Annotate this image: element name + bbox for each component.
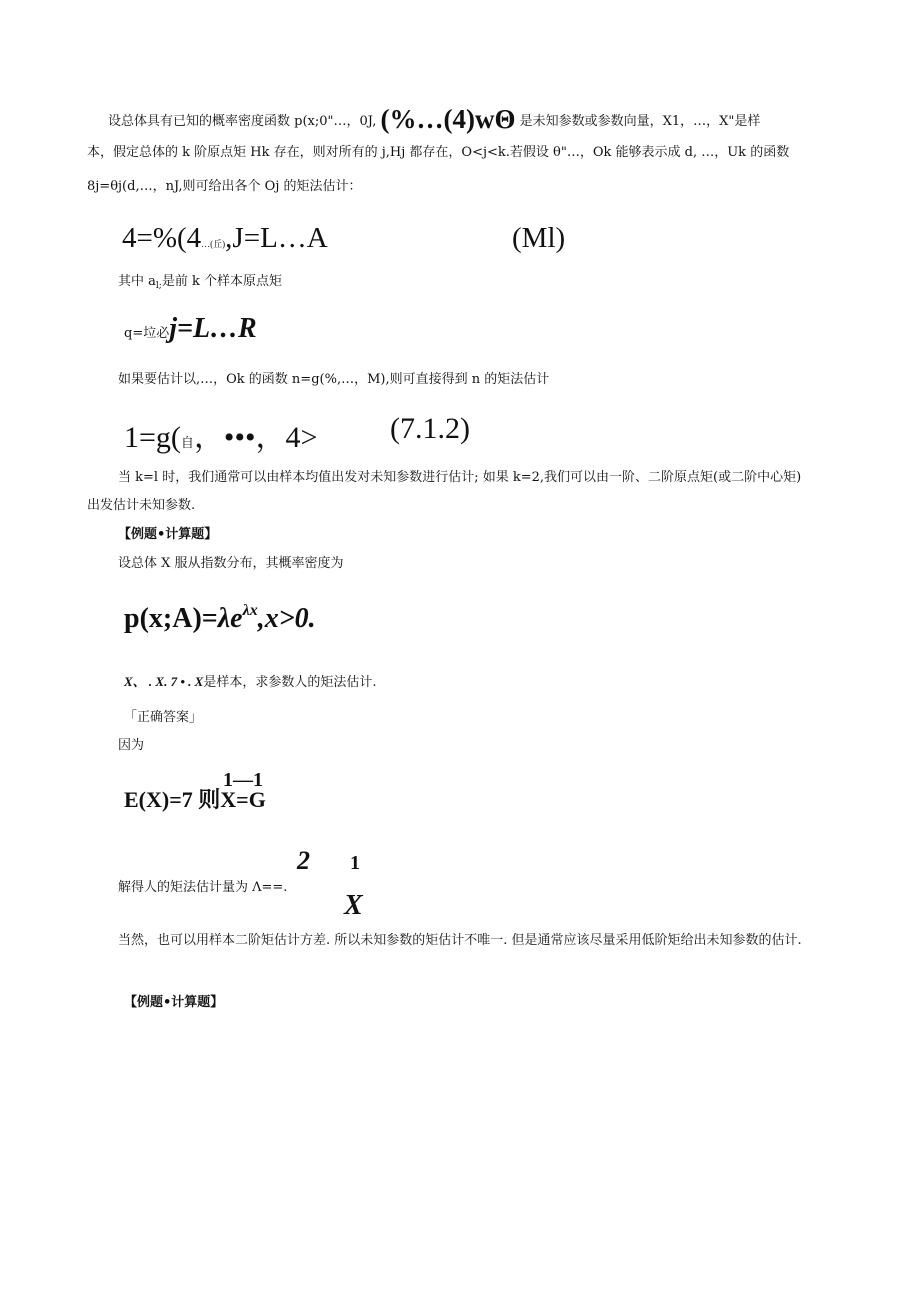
- equation-sample-moment: [124, 313, 257, 345]
- eq1-main: 4=%(4: [122, 222, 202, 254]
- because-text: 因为: [118, 738, 145, 753]
- para2-line1: 当 k=l 时，我们通常可以由样本均值出发对未知参数进行估计; 如果 k=2,我们可以由一阶、二阶原点矩(或二阶中心矩): [118, 470, 802, 485]
- eq4-d: ,x>0.: [257, 603, 316, 634]
- example-label-1: 【例题•计算题】: [118, 527, 218, 542]
- eq3-rest: ，•••，4>: [193, 421, 318, 454]
- eq5-top: 1—1: [223, 769, 263, 791]
- eq1-sub: …(丘): [201, 239, 226, 249]
- equation-exponential-density: [124, 602, 316, 635]
- eq2-prefix: q=垃必: [124, 326, 170, 341]
- para1-prefix: 设总体具有已知的概率密度函数 p(x;0"…，0J,: [108, 114, 377, 129]
- para1-line2: 本，假定总体的 k 阶原点矩 Hk 存在，则对所有的 j,Hj 都存在，O<j<k.若假设 θ"…，Ok 能够表示成 d, …，Uk 的函数: [87, 145, 790, 160]
- equation-7-1-1: [122, 222, 328, 255]
- para1-formula: (%…(4)wΘ: [380, 104, 516, 134]
- eq3-main: 1=g(: [124, 421, 181, 454]
- equation-7-1-2: [124, 412, 317, 456]
- eq3-sub: 自: [180, 435, 194, 450]
- para1-line3: 8j=θj(d,…，nJ,则可给出各个 Oj 的矩法估计：: [87, 179, 362, 194]
- eq4-c: λx: [242, 602, 258, 619]
- ak-line: [118, 273, 282, 295]
- eq4-b: λe: [217, 603, 243, 634]
- example-label-2: 【例题•计算题】: [124, 995, 224, 1010]
- solve-text: 解得人的矩法估计量为 Λ==.: [118, 880, 288, 895]
- ak-suffix: 是前 k 个样本原点矩: [161, 274, 282, 289]
- conclusion-text: 当然，也可以用样本二阶矩估计方差. 所以未知参数的矩估计不唯一. 但是通常应该尽量采用低阶矩给出未知参数的估计.: [118, 933, 802, 948]
- para1-suffix: 是未知参数或参数向量，X1，…，X"是样: [519, 114, 761, 129]
- function-line: 如果要估计以,…，Ok 的函数 n=g(%,…，M),则可直接得到 n 的矩法估计: [118, 372, 550, 387]
- eq5-b: X: [220, 787, 237, 812]
- sample-text: 是样本，求参数人的矩法估计.: [203, 675, 377, 690]
- eq4-a: p(x;A)=: [124, 603, 218, 634]
- eq2-formula: j=L…R: [169, 313, 257, 344]
- eq5-c: =G: [236, 787, 266, 812]
- sample-line: [124, 673, 376, 692]
- sample-formula: X、 . X. 7 • . X: [124, 674, 204, 689]
- solve-one: 1: [350, 852, 360, 874]
- ak-sub: l;: [155, 281, 162, 291]
- solve-x: X: [344, 890, 363, 921]
- eq1-rest: ,J=L…A: [225, 222, 328, 254]
- answer-label: 「正确答案」: [124, 710, 203, 725]
- para2-line2: 出发估计未知参数.: [87, 498, 196, 513]
- eq3-number: (7.1.2): [390, 412, 470, 445]
- eq5-a: E(X)=7 则: [124, 787, 221, 812]
- ak-prefix: 其中 a: [118, 274, 156, 289]
- solve-two: 2: [297, 846, 310, 875]
- eq1-number: (Ml): [512, 222, 566, 254]
- example-text: 设总体 X 服从指数分布，其概率密度为: [118, 556, 344, 571]
- para1-line1: [108, 104, 761, 134]
